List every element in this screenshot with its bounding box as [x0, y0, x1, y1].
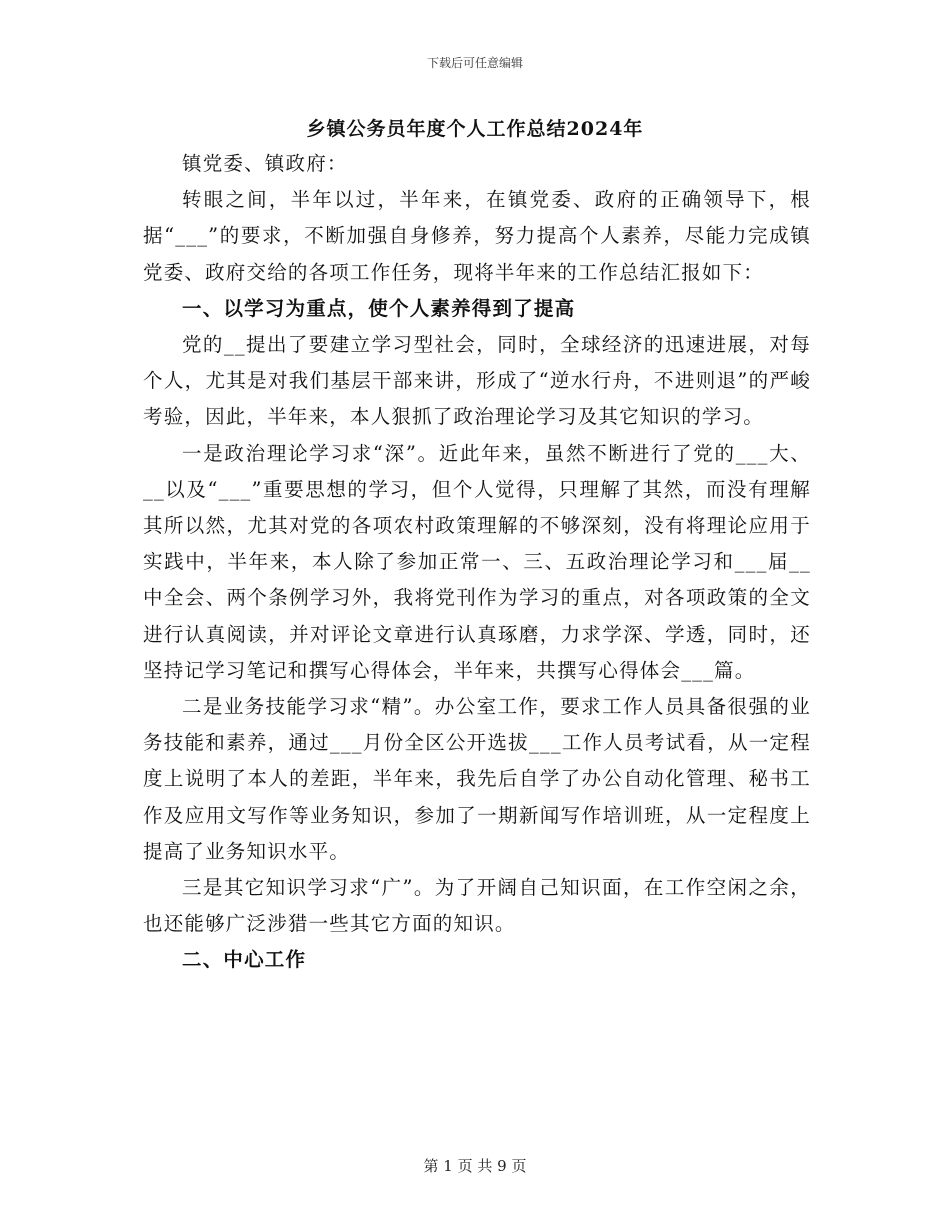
- page-number-footer: 第 1 页 共 9 页: [423, 1157, 527, 1175]
- paragraph-intro: 转眼之间，半年以过，半年来，在镇党委、政府的正确领导下，根据“___”的要求，不断加强自身修养，努力提高个人素养，尽能力完成镇党委、政府交给的各项工作任务，现将半年来的工作总结汇报如下：: [143, 188, 811, 284]
- paragraph-study-overview: 党的__提出了要建立学习型社会，同时，全球经济的迅速进展，对每个人，尤其是对我们基层干部来讲，形成了“逆水行舟，不进则退”的严峻考验，因此，半年来，本人狠抓了政治理论学习及其它知识的学习。: [143, 333, 811, 429]
- page-header-note: 下载后可任意编辑: [426, 56, 523, 70]
- paragraph-other-study: 三是其它知识学习求“广”。为了开阔自己知识面，在工作空闲之余，也还能够广泛涉猎一些其它方面的知识。: [143, 876, 811, 936]
- document-body: [143, 146, 811, 979]
- section-heading-2: 二、中心工作: [182, 948, 307, 972]
- section-heading-1: 一、以学习为重点，使个人素养得到了提高: [182, 296, 576, 320]
- paragraph-business-study: 二是业务技能学习求“精”。办公室工作，要求工作人员具备很强的业务技能和素养，通过___月份全区公开选拔___工作人员考试看，从一定程度上说明了本人的差距，半年来，我先后自学了办公自动化管理、秘书工作及应用文写作等业务知识，参加了一期新闻写作培训班，从一定程度上提高了业务知识水平。: [143, 695, 811, 863]
- document-title: 乡镇公务员年度个人工作总结2024年: [306, 118, 644, 140]
- paragraph-political-study: 一是政治理论学习求“深”。近此年来，虽然不断进行了党的___大、__以及“___”重要思想的学习，但个人觉得，只理解了其然，而没有理解其所以然，尤其对党的各项农村政策理解的不够深刻，没有将理论应用于实践中，半年来，本人除了参加正常一、三、五政治理论学习和___届__中全会、两个条例学习外，我将党刊作为学习的重点，对各项政策的全文进行认真阅读，并对评论文章进行认真琢磨，力求学深、学透，同时，还坚持记学习笔记和撰写心得体会，半年来，共撰写心得体会___篇。: [143, 441, 811, 682]
- salutation: 镇党委、镇政府：: [182, 152, 348, 175]
